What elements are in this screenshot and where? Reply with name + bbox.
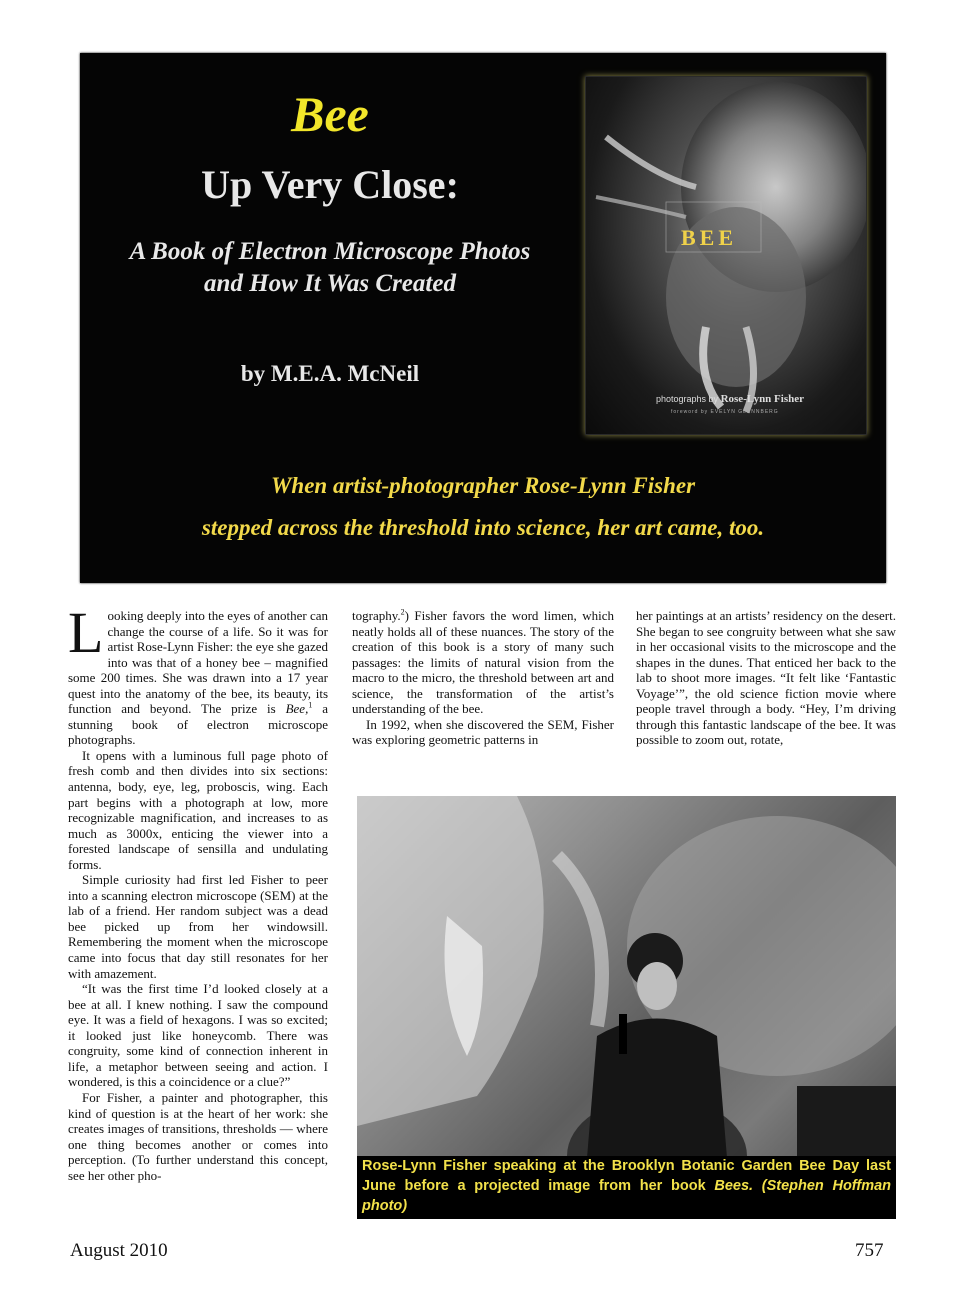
cover-foreword: foreword by EVELYN GLENNBERG (671, 409, 779, 415)
deck-line-2: stepped across the threshold into science, her art came, too. (201, 515, 765, 540)
paragraph (352, 608, 614, 717)
article-column-1 (68, 600, 329, 1183)
paragraph-text: ) Fisher favors the word limen, which neatly holds all of these nuances. The story of the creation of this book is a story of many such passages: the limits of natural vision from the macro to the micro, the threshold between art and science, the transformation of the artist’s understanding of the bee. (352, 608, 614, 717)
cover-title: BEE (681, 225, 738, 250)
cover-credit (656, 393, 804, 405)
byline: by M.E.A. McNeil (240, 361, 420, 386)
cover-credit-prefix: photographs by (656, 394, 719, 404)
bee-head-illustration (586, 77, 866, 434)
paragraph: her paintings at an artists’ residency on the desert. She began to see congruity between what she saw in her occasional visits to the microscope and the shapes in the dunes. That enticed her back to the lab to shoot more images. “It felt like ‘Fantastic Voyage’”, the old science fiction movie where people travel through a body. “Hey, I’m driving through this fantastic landscape of the bee. It was possible to zoom out, rotate, (636, 608, 896, 748)
footnote-ref: 2 (400, 607, 405, 617)
paragraph: In 1992, when she discovered the SEM, Fisher was exploring geometric patterns in (352, 716, 614, 748)
banner-book-line-2: and How It Was Created (204, 270, 456, 297)
paragraph-text: a stunning book of electron microscope photographs. (68, 701, 328, 748)
article-column-3 (636, 608, 896, 748)
paragraph: For Fisher, a painter and photographer, this kind of question is at the heart of her work: she creates images of transitions, thresholds — where one thing becomes another or comes into perception. (To further understand this concept, see her other pho- (68, 1089, 328, 1183)
paragraph: Simple curiosity had first led Fisher to peer into a scanning electron microscope (SEM) at the lab of a friend. Her random subject was a dead bee picked up from her windowsill. Remembering the moment when the microscope came into focus that day still resonates for her with amazement. (68, 872, 328, 981)
page-number: 757 (855, 1240, 884, 1261)
caption-credit: (Stephen Hoffman photo) (362, 1178, 892, 1214)
paragraph: “It was the first time I’d looked closely at a bee at all. I knew nothing. I saw the compound eye. It was a field of hexagons. I was so excited; it looked just like honeycomb. There was congruity, some kind of connection inherent in life, a metaphor between seeing and action. I wondered, is this a coincidence or a clue?” (68, 981, 328, 1090)
deck-line-1: When artist-photographer Rose-Lynn Fisher (270, 473, 696, 498)
book-title: Bee, (285, 701, 309, 717)
footnote-ref: 1 (308, 700, 313, 710)
footer-date: August 2010 (70, 1240, 168, 1261)
banner-subtitle: Up Very Close: (201, 162, 459, 207)
photo-caption (357, 1156, 896, 1219)
banner-book-line-1: A Book of Electron Microscope Photos (129, 238, 531, 265)
caption-book-title: Bees. (714, 1178, 754, 1194)
cover-credit-name: Rose-Lynn Fisher (720, 393, 804, 405)
paragraph: It opens with a luminous full page photo of fresh comb and then divides into six sections: antenna, body, eye, leg, proboscis, wing. Each part begins with a photograph at low, more recognizable magnification, and increases to as much as 3000x, enticing the viewer into a forested landscape of sensilla and undulating forms. (68, 747, 328, 872)
book-cover-image (585, 76, 867, 435)
paragraph-text: ooking deeply into the eyes of another can change the course of a life. So it was for artist Rose-Lynn Fisher: the eye she gazed into was that of a honey bee – magnified some 200 times. She was drawn into a 17 year quest into the anatomy of the bee, its beauty, its function and beyond. The prize is (68, 608, 329, 717)
paragraph (68, 600, 329, 748)
banner-book-title (110, 236, 550, 300)
banner-title: Bee (291, 86, 369, 142)
header-banner (80, 53, 886, 583)
caption-text: Rose-Lynn Fisher speaking at the Brooklyn Botanic Garden Bee Day last June before a projected image from her book (362, 1158, 891, 1194)
paragraph-text: tography. (352, 608, 401, 623)
article-column-2 (352, 608, 614, 748)
drop-cap: L (68, 600, 104, 665)
